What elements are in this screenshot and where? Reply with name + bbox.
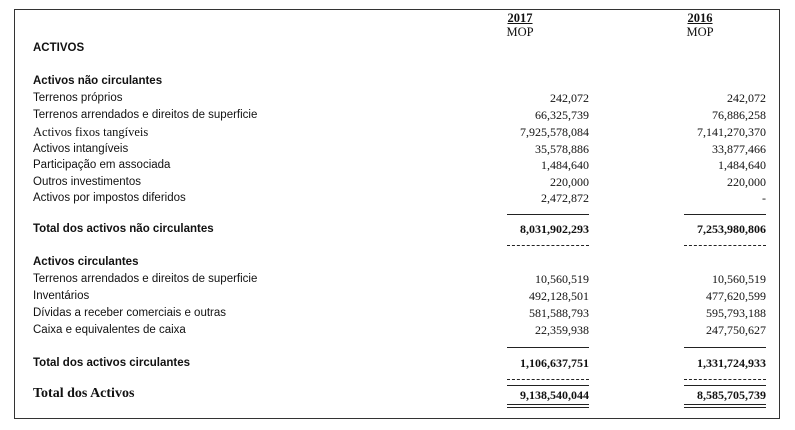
- value-2016: 7,141,270,370: [697, 125, 766, 139]
- row-label: Activos fixos tangíveis: [33, 125, 149, 139]
- value-2017: 7,925,578,084: [520, 125, 589, 139]
- value-2017: 242,072: [550, 91, 589, 105]
- total-rule: [507, 385, 589, 386]
- subtotal-dashed-rule: [684, 379, 766, 380]
- value-2016: 76,886,258: [712, 108, 766, 122]
- subtotal-dashed-rule: [507, 245, 589, 246]
- row-label: Activos por impostos diferidos: [33, 192, 186, 204]
- value-2017: 492,128,501: [529, 289, 589, 303]
- current-total-2017: 1,106,637,751: [520, 356, 589, 370]
- value-2017: 1,484,640: [541, 158, 589, 172]
- total-rule: [684, 385, 766, 386]
- value-2017: 35,578,886: [535, 142, 589, 156]
- value-2017: 220,000: [550, 175, 589, 189]
- current-heading: Activos circulantes: [33, 256, 139, 268]
- value-2016: 247,750,627: [706, 323, 766, 337]
- value-2016: 595,793,188: [706, 306, 766, 320]
- currency-2016: MOP: [686, 25, 714, 39]
- row-label: Terrenos arrendados e direitos de superficie: [33, 273, 258, 285]
- row-label: Outros investimentos: [33, 176, 142, 188]
- row-label: Activos intangíveis: [33, 143, 129, 155]
- non-current-total-2016: 7,253,980,806: [697, 222, 766, 236]
- subtotal-dashed-rule: [684, 245, 766, 246]
- value-2017: 2,472,872: [541, 191, 589, 205]
- total-rule: [684, 347, 766, 348]
- double-underline: [684, 404, 766, 408]
- value-2016: 1,484,640: [718, 158, 766, 172]
- value-2016: 220,000: [727, 175, 766, 189]
- total-rule: [684, 214, 766, 215]
- year-2016: 2016: [687, 11, 713, 25]
- subtotal-dashed-rule: [507, 379, 589, 380]
- row-label: Inventários: [33, 290, 90, 302]
- year-2017: 2017: [507, 11, 533, 25]
- value-2017: 66,325,739: [535, 108, 589, 122]
- column-header-2016: [670, 11, 730, 39]
- double-underline: [507, 404, 589, 408]
- grand-total-2016: 8,585,705,739: [697, 388, 766, 402]
- row-label: Terrenos próprios: [33, 92, 123, 104]
- value-2016: -: [762, 191, 766, 205]
- row-label: Caixa e equivalentes de caixa: [33, 324, 186, 336]
- total-rule: [507, 214, 589, 215]
- value-2017: 581,588,793: [529, 306, 589, 320]
- currency-2017: MOP: [506, 25, 534, 39]
- row-label: Dívidas a receber comerciais e outras: [33, 307, 227, 319]
- value-2016: 477,620,599: [706, 289, 766, 303]
- value-2016: 10,560,519: [712, 272, 766, 286]
- row-label: Participação em associada: [33, 159, 171, 171]
- non-current-heading: Activos não circulantes: [33, 75, 163, 87]
- balance-sheet-frame: [14, 9, 780, 419]
- non-current-total-2017: 8,031,902,293: [520, 222, 589, 236]
- grand-total-label: Total dos Activos: [33, 386, 135, 401]
- section-title: ACTIVOS: [33, 42, 85, 54]
- current-total-label: Total dos activos circulantes: [33, 357, 191, 369]
- row-label: Terrenos arrendados e direitos de superficie: [33, 109, 258, 121]
- total-rule: [507, 347, 589, 348]
- value-2016: 242,072: [727, 91, 766, 105]
- column-header-2017: [490, 11, 550, 39]
- value-2016: 33,877,466: [712, 142, 766, 156]
- value-2017: 10,560,519: [535, 272, 589, 286]
- current-total-2016: 1,331,724,933: [697, 356, 766, 370]
- non-current-total-label: Total dos activos não circulantes: [33, 223, 214, 235]
- value-2017: 22,359,938: [535, 323, 589, 337]
- grand-total-2017: 9,138,540,044: [520, 388, 589, 402]
